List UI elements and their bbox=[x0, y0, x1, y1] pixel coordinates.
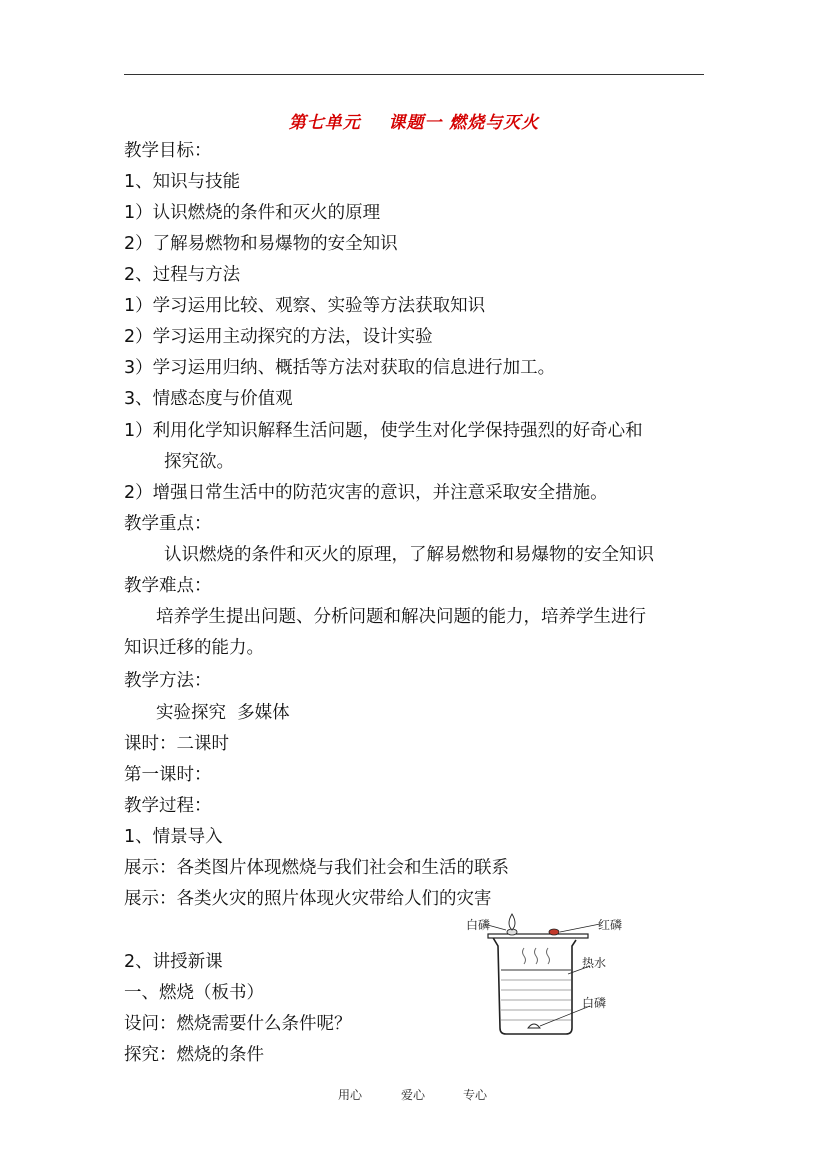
text-line: 1）利用化学知识解释生活问题，使学生对化学保持强烈的好奇心和 bbox=[124, 421, 643, 441]
text-line: 一、燃烧（板书） bbox=[124, 983, 264, 1003]
text-line: 探究欲。 bbox=[164, 452, 234, 472]
footer-text: 专心 bbox=[463, 1088, 488, 1102]
text-line: 展示：各类火灾的照片体现火灾带给人们的灾害 bbox=[124, 889, 492, 909]
footer-text: 爱心 bbox=[401, 1088, 426, 1102]
text-line: 展示：各类图片体现燃烧与我们社会和生活的联系 bbox=[124, 858, 509, 878]
text-line: 教学目标： bbox=[124, 141, 212, 161]
text-line: 课时：二课时 bbox=[124, 734, 229, 754]
text-line: 教学方法： bbox=[124, 671, 212, 691]
text-line: 3、情感态度与价值观 bbox=[124, 389, 293, 409]
footer-text: 用心 bbox=[338, 1088, 363, 1102]
text-line: 1、知识与技能 bbox=[124, 172, 241, 192]
label-red-phosphorus: 红磷 bbox=[598, 918, 623, 932]
text-line: 教学过程： bbox=[124, 796, 212, 816]
text-line: 2、讲授新课 bbox=[124, 952, 223, 972]
text-line: 认识燃烧的条件和灭火的原理，了解易燃物和易爆物的安全知识 bbox=[164, 545, 654, 565]
text-line: 教学难点： bbox=[124, 576, 212, 596]
text-line: 1）认识燃烧的条件和灭火的原理 bbox=[124, 203, 381, 223]
text-line: 3）学习运用归纳、概括等方法对获取的信息进行加工。 bbox=[124, 358, 556, 378]
text-line: 设问：燃烧需要什么条件呢？ bbox=[124, 1014, 352, 1034]
text-line: 2、过程与方法 bbox=[124, 265, 241, 285]
label-white-phosphorus-top: 白磷 bbox=[466, 918, 491, 932]
text-line: 第一课时： bbox=[124, 765, 212, 785]
text-line: 知识迁移的能力。 bbox=[124, 638, 264, 658]
label-white-phosphorus-bottom: 白磷 bbox=[582, 996, 607, 1010]
text-line: 1、情景导入 bbox=[124, 827, 223, 847]
page-title: 第七单元 课题一 燃烧与灭火 bbox=[288, 113, 540, 133]
text-line: 2）增强日常生活中的防范灾害的意识，并注意采取安全措施。 bbox=[124, 483, 608, 503]
combustion-experiment-figure bbox=[462, 910, 632, 1040]
label-hot-water: 热水 bbox=[582, 956, 607, 970]
text-line: 2）了解易燃物和易爆物的安全知识 bbox=[124, 234, 398, 254]
text-line: 1）学习运用比较、观察、实验等方法获取知识 bbox=[124, 296, 486, 316]
text-line: 探究：燃烧的条件 bbox=[124, 1045, 264, 1065]
text-line: 教学重点： bbox=[124, 514, 212, 534]
text-line: 培养学生提出问题、分析问题和解决问题的能力，培养学生进行 bbox=[156, 607, 646, 627]
header-rule bbox=[124, 74, 704, 75]
text-line: 实验探究 多媒体 bbox=[156, 703, 290, 723]
text-line: 2）学习运用主动探究的方法，设计实验 bbox=[124, 327, 433, 347]
